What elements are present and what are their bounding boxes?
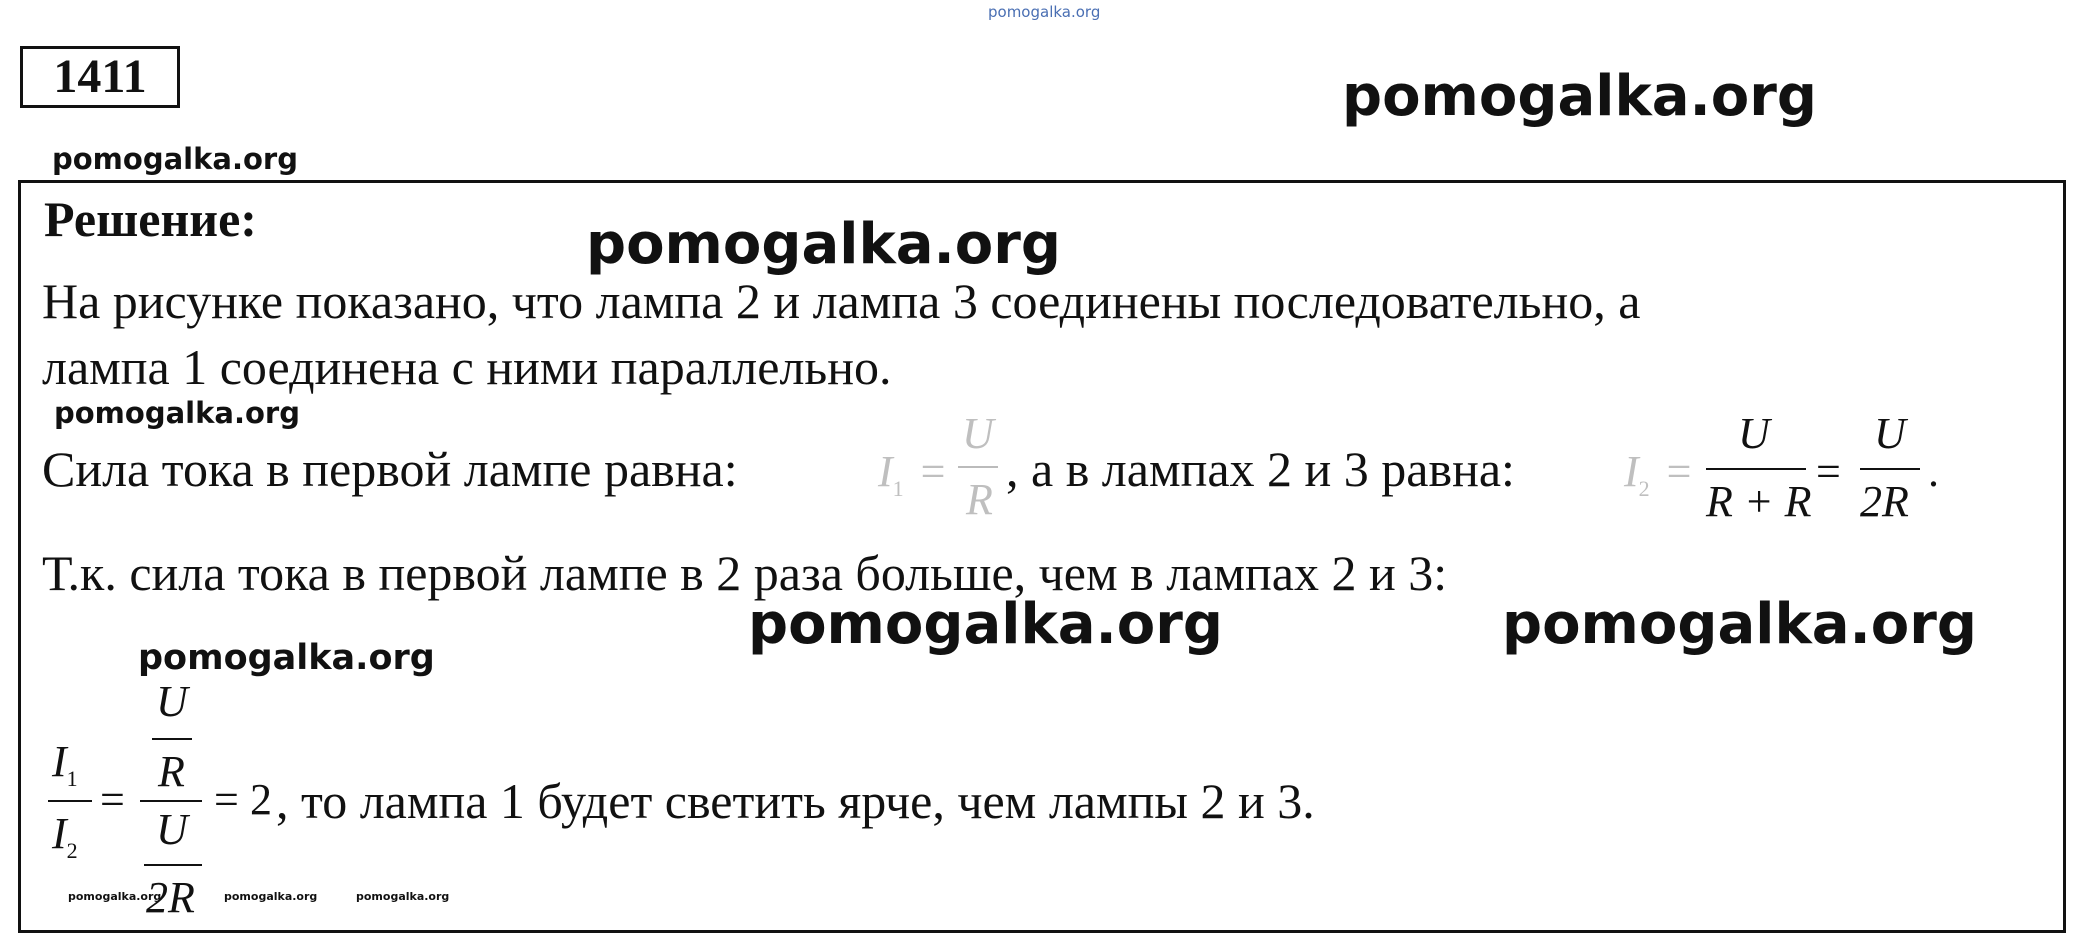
paragraph-3: Т.к. сила тока в первой лампе в 2 раза больше, чем в лампах 2 и 3: bbox=[42, 545, 1448, 601]
formula-i2-bar bbox=[1706, 468, 1806, 470]
formula-i1: $I_1$ = bbox=[878, 447, 946, 501]
ratio-numerator: $I_1$ bbox=[52, 737, 78, 791]
nested-numerator-bar bbox=[152, 738, 192, 740]
solution-heading: Решение: bbox=[44, 191, 257, 247]
watermark-left-1: pomogalka.org bbox=[54, 396, 300, 430]
ratio-bar bbox=[48, 800, 92, 802]
watermark-header-small: pomogalka.org bbox=[52, 142, 298, 176]
ratio-equals-1: = bbox=[100, 775, 125, 824]
ratio-denominator: $I_2$ bbox=[52, 809, 78, 863]
conclusion: , то лампа 1 будет светить ярче, чем лампы 2 и 3. bbox=[276, 773, 1315, 829]
nested-main-bar bbox=[140, 800, 202, 802]
paragraph-1-line-2: лампа 1 соединена с ними параллельно. bbox=[42, 339, 892, 395]
formula-i1-bar bbox=[958, 466, 998, 468]
nested-denominator-bar bbox=[144, 864, 202, 866]
ratio-equals-2: = bbox=[214, 775, 239, 824]
nested-denominator-u: U bbox=[156, 805, 188, 854]
nested-numerator-r: R bbox=[158, 747, 185, 796]
watermark-top: pomogalka.org bbox=[988, 3, 1101, 21]
problem-number: 1411 bbox=[20, 46, 180, 108]
formula-i1-numerator: U bbox=[962, 409, 994, 458]
formula-i1-denominator: R bbox=[966, 475, 993, 524]
watermark-tiny-1: pomogalka.org bbox=[68, 890, 162, 903]
formula-i2-denominator: R + R bbox=[1706, 477, 1812, 526]
watermark-left-2: pomogalka.org bbox=[138, 638, 435, 678]
formula-2r-numerator: U bbox=[1874, 409, 1906, 458]
formula-2r-bar bbox=[1860, 468, 1920, 470]
formula-2r-denominator: 2R bbox=[1860, 477, 1909, 526]
watermark-header: pomogalka.org bbox=[1342, 64, 1817, 129]
watermark-tiny-2: pomogalka.org bbox=[224, 890, 318, 903]
watermark-mid-1: pomogalka.org bbox=[586, 212, 1061, 277]
watermark-mid-2: pomogalka.org bbox=[748, 592, 1223, 657]
watermark-right-2: pomogalka.org bbox=[1502, 592, 1977, 657]
watermark-tiny-3: pomogalka.org bbox=[356, 890, 450, 903]
formula-equals: = bbox=[1816, 447, 1841, 496]
nested-numerator-u: U bbox=[156, 677, 188, 726]
paragraph-1-line-1: На рисунке показано, что лампа 2 и лампа 3 соединены последовательно, а bbox=[42, 273, 1641, 329]
paragraph-2-mid: , а в лампах 2 и 3 равна: bbox=[1006, 441, 1515, 497]
formula-period: . bbox=[1928, 447, 1939, 496]
formula-i2: $I_2$ = bbox=[1624, 447, 1692, 501]
paragraph-2-start: Сила тока в первой лампе равна: bbox=[42, 441, 738, 497]
nested-denominator-2r: 2R bbox=[146, 873, 195, 922]
ratio-result: 2 bbox=[250, 775, 272, 824]
formula-i2-numerator: U bbox=[1738, 409, 1770, 458]
